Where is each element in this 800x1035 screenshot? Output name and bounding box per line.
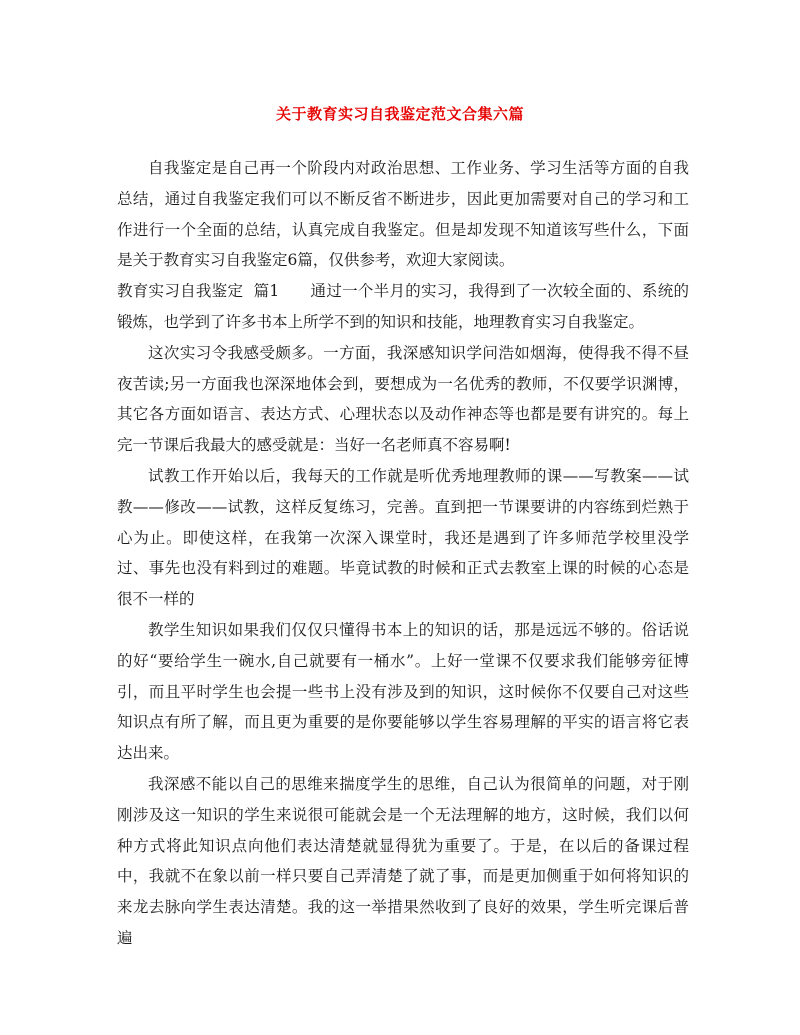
paragraph-knowledge: 教学生知识如果我们仅仅只懂得书本上的知识的话，那是远远不够的。俗话说的好“要给学生一碗水,自己就要有一桶水”。上好一堂课不仅要求我们能够旁征博引，而且平时学生也会提一些书上没有涉及到的知识，这时候你不仅要自己对这些知识点有所了解，而且更为重要的是你要能够以学生容易理解的平实的语言将它表达出来。 [117,620,689,763]
paragraph-article-1-start [117,276,689,338]
document-body [117,153,689,954]
paragraph-trial-teaching: 试教工作开始以后，我每天的工作就是听优秀地理教师的课——写教案——试教——修改——试教，这样反复练习，完善。直到把一节课要讲的内容练到烂熟于心为止。即使这样，在我第一次深入课堂时，我还是遇到了许多师范学校里没学过、事先也没有料到过的难题。毕竟试教的时候和正式去教室上课的时候的心态是很不一样的 [117,466,689,609]
paragraph-intro: 自我鉴定是自己再一个阶段内对政治思想、工作业务、学习生活等方面的自我总结，通过自我鉴定我们可以不断反省不断进步，因此更加需要对自己的学习和工作进行一个全面的总结，认真完成自我鉴定。但是却发现不知道该写些什么，下面是关于教育实习自我鉴定6篇，仅供参考，欢迎大家阅读。 [117,159,689,270]
article-heading: 教育实习自我鉴定 篇1 [117,282,311,301]
paragraph-text: 通过一个半月的实习，我得到了一次较全面的、系统的锻炼，也学到了许多书本上所学不到的知识和技能，地理教育实习自我鉴定。 [117,282,689,331]
document-title: 关于教育实习自我鉴定范文合集六篇 [275,105,524,123]
paragraph-student-thinking: 我深感不能以自己的思维来揣度学生的思维，自己认为很简单的问题，对于刚刚涉及这一知识的学生来说很可能就会是一个无法理解的地方，这时候，我们以何种方式将此知识点向他们表达清楚就显得犹为重要了。于是，在以后的备课过程中，我就不在象以前一样只要自己弄清楚了就了事，而是更加侧重于如何将知识的来龙去脉向学生表达清楚。我的这一举措果然收到了良好的效果，学生听完课后普遍 [117,774,689,947]
paragraph-feelings: 这次实习令我感受颇多。一方面，我深感知识学问浩如烟海，使得我不得不昼夜苦读;另一方面我也深深地体会到，要想成为一名优秀的教师，不仅要学识渊博，其它各方面如语言、表达方式、心理状态以及动作神态等也都是要有讲究的。每上完一节课后我最大的感受就是：当好一名老师真不容易啊! [117,343,689,455]
